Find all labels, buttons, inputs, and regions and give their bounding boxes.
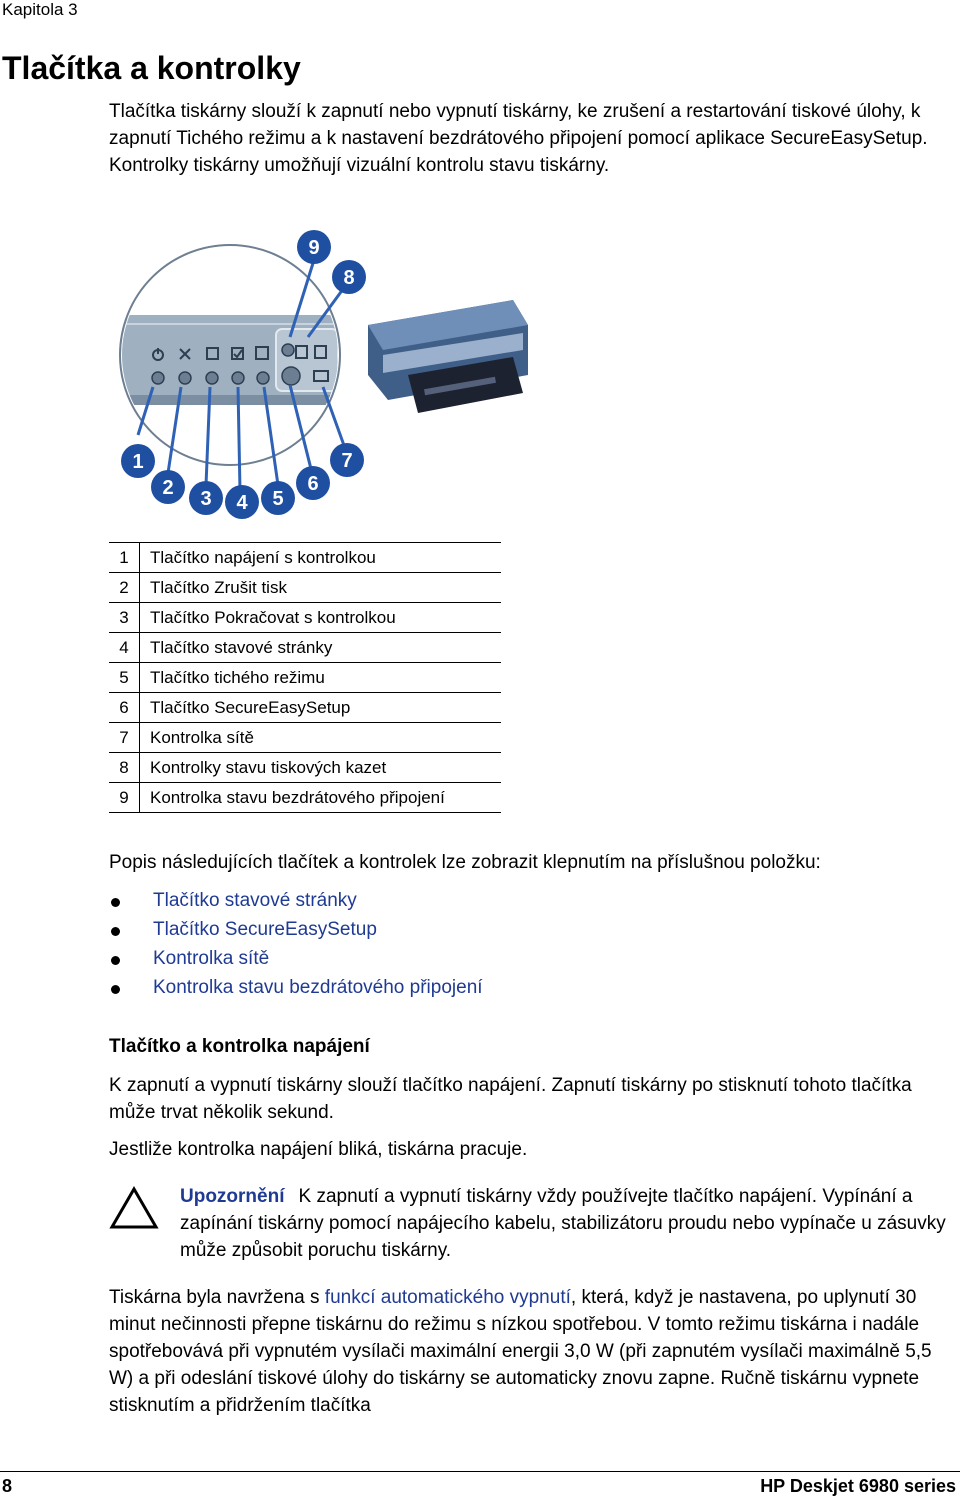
legend-description: Kontrolka sítě <box>140 723 502 753</box>
table-row <box>109 693 501 723</box>
callout-label: 8 <box>343 267 355 289</box>
section-paragraph-3 <box>109 1284 959 1419</box>
section-heading: Tlačítko a kontrolka napájení <box>109 1036 370 1057</box>
legend-description: Tlačítko stavové stránky <box>140 633 502 663</box>
legend-number: 9 <box>109 783 140 813</box>
chapter-label: Kapitola 3 <box>2 0 78 19</box>
legend-number: 6 <box>109 693 140 723</box>
callout-label: 1 <box>132 451 144 473</box>
legend-description: Kontrolka stavu bezdrátového připojení <box>140 783 502 813</box>
legend-description: Kontrolky stavu tiskových kazet <box>140 753 502 783</box>
table-row <box>109 663 501 693</box>
auto-off-link[interactable]: funkcí automatického vypnutí <box>324 1287 571 1308</box>
warning-text: K zapnutí a vypnutí tiskárny vždy používejte tlačítko napájení. Vypínání a zapínání tiskárny pomocí napájecího kabelu, stabilizátoru proudu nebo vypínače u zásuvky může způsobit poruchu tiskárny. <box>180 1186 946 1261</box>
legend-number: 1 <box>109 543 140 573</box>
table-row <box>109 753 501 783</box>
legend-description: Tlačítko Pokračovat s kontrolkou <box>140 603 502 633</box>
legend-number: 5 <box>109 663 140 693</box>
callout-9 <box>297 230 331 264</box>
callout-3 <box>189 481 223 515</box>
table-row <box>109 603 501 633</box>
product-name: HP Deskjet 6980 series <box>760 1476 956 1496</box>
bullet-icon <box>111 927 120 936</box>
callout-2 <box>151 470 185 504</box>
p3-after: , která, když je nastavena, po uplynutí 30 minut nečinnosti přepne tiskárnu do režimu s nízkou spotřebou. V tomto režimu tiskárna i nadále spotřebovává při vypnutém vysílači maximální energii 3,0 W (při zapnutém vysílači maximálně 5,5 W) a při odeslání tiskové úlohy do tiskárny se automaticky znovu zapne. Ručně tiskárnu vypnete stisknutím a přidržením tlačítka <box>109 1287 932 1416</box>
bullet-icon <box>111 956 120 965</box>
table-row <box>109 723 501 753</box>
intro-paragraph: Tlačítka tiskárny slouží k zapnutí nebo vypnutí tiskárny, ke zrušení a restartování tiskové úlohy, k zapnutí Tichého režimu a k nastavení bezdrátového připojení pomocí aplikace SecureEasySetup. Kontrolky tiskárny umožňují vizuální kontrolu stavu tiskárny. <box>109 101 928 176</box>
legend-number: 7 <box>109 723 140 753</box>
link-status-page-button[interactable]: Tlačítko stavové stránky <box>153 890 357 911</box>
printer-control-panel-figure <box>118 225 538 525</box>
legend-description: Tlačítko SecureEasySetup <box>140 693 502 723</box>
link-secureeasysetup-button[interactable]: Tlačítko SecureEasySetup <box>153 919 377 940</box>
callout-6 <box>296 466 330 500</box>
callout-label: 4 <box>236 492 248 514</box>
page-title: Tlačítka a kontrolky <box>2 50 301 86</box>
warning-note <box>180 1183 950 1264</box>
footer-divider <box>0 1471 960 1472</box>
links-intro: Popis následujících tlačítek a kontrolek lze zobrazit klepnutím na příslušnou položku: <box>109 852 821 873</box>
link-list <box>109 886 483 1002</box>
list-item <box>109 886 483 915</box>
legend-number: 8 <box>109 753 140 783</box>
legend-description: Tlačítko napájení s kontrolkou <box>140 543 502 573</box>
callout-label: 2 <box>162 477 174 499</box>
page-number: 8 <box>2 1476 13 1496</box>
bullet-icon <box>111 985 120 994</box>
section-paragraph-1: K zapnutí a vypnutí tiskárny slouží tlačítko napájení. Zapnutí tiskárny po stisknutí tohoto tlačítka může trvat několik sekund. <box>109 1075 912 1123</box>
callout-1 <box>121 444 155 478</box>
link-network-light[interactable]: Kontrolka sítě <box>153 948 270 969</box>
table-row <box>109 573 501 603</box>
callout-8 <box>332 260 366 294</box>
printer-illustration <box>368 300 528 413</box>
list-item <box>109 915 483 944</box>
list-item <box>109 944 483 973</box>
warning-icon <box>109 1186 159 1230</box>
callout-label: 3 <box>200 488 212 510</box>
legend-description: Tlačítko Zrušit tisk <box>140 573 502 603</box>
list-item <box>109 973 483 1002</box>
callout-7 <box>330 443 364 477</box>
callout-label: 9 <box>308 237 320 259</box>
section-paragraph-2: Jestliže kontrolka napájení bliká, tiskárna pracuje. <box>109 1139 528 1160</box>
table-row <box>109 783 501 813</box>
legend-number: 3 <box>109 603 140 633</box>
bullet-icon <box>111 898 120 907</box>
warning-label: Upozornění <box>180 1186 285 1207</box>
legend-table <box>109 542 501 813</box>
callout-4 <box>225 485 259 519</box>
link-wireless-status-light[interactable]: Kontrolka stavu bezdrátového připojení <box>153 977 483 998</box>
p3-before: Tiskárna byla navržena s <box>109 1287 325 1308</box>
table-row <box>109 633 501 663</box>
callout-5 <box>261 481 295 515</box>
legend-number: 2 <box>109 573 140 603</box>
table-row <box>109 543 501 573</box>
callout-label: 5 <box>272 488 284 510</box>
legend-number: 4 <box>109 633 140 663</box>
callout-label: 6 <box>307 473 319 495</box>
callout-label: 7 <box>341 450 353 472</box>
legend-description: Tlačítko tichého režimu <box>140 663 502 693</box>
